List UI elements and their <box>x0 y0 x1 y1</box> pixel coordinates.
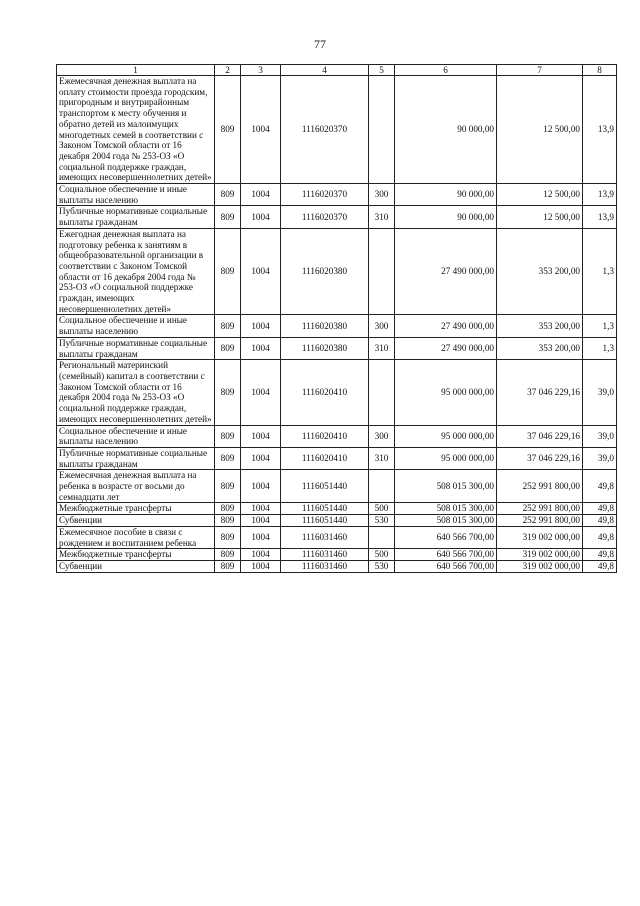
ministry-code: 809 <box>215 470 241 503</box>
plan-amount: 90 000,00 <box>395 206 497 228</box>
plan-amount: 27 490 000,00 <box>395 315 497 337</box>
table-row <box>57 503 617 515</box>
section-code: 1004 <box>241 315 281 337</box>
table-row <box>57 228 617 315</box>
plan-amount: 27 490 000,00 <box>395 337 497 359</box>
execution-percent: 49,8 <box>583 515 617 527</box>
target-article: 1116020410 <box>281 425 369 447</box>
execution-percent: 39,0 <box>583 360 617 425</box>
execution-percent: 39,0 <box>583 425 617 447</box>
item-name: Социальное обеспечение и иные выплаты населению <box>57 315 215 337</box>
expense-type <box>369 470 395 503</box>
target-article: 1116031460 <box>281 526 369 548</box>
actual-amount: 37 046 229,16 <box>497 360 583 425</box>
plan-amount: 90 000,00 <box>395 76 497 184</box>
table-row <box>57 315 617 337</box>
header-cell: 8 <box>583 65 617 76</box>
expense-type: 300 <box>369 184 395 206</box>
actual-amount: 12 500,00 <box>497 76 583 184</box>
actual-amount: 353 200,00 <box>497 337 583 359</box>
execution-percent: 49,8 <box>583 560 617 572</box>
table-row <box>57 526 617 548</box>
plan-amount: 508 015 300,00 <box>395 470 497 503</box>
item-name: Социальное обеспечение и иные выплаты населению <box>57 184 215 206</box>
execution-percent: 1,3 <box>583 228 617 315</box>
expense-type: 530 <box>369 515 395 527</box>
section-code: 1004 <box>241 360 281 425</box>
item-name: Публичные нормативные социальные выплаты гражданам <box>57 337 215 359</box>
expense-type: 530 <box>369 560 395 572</box>
execution-percent: 13,9 <box>583 76 617 184</box>
table-row <box>57 425 617 447</box>
ministry-code: 809 <box>215 549 241 561</box>
plan-amount: 640 566 700,00 <box>395 549 497 561</box>
execution-percent: 49,8 <box>583 503 617 515</box>
ministry-code: 809 <box>215 360 241 425</box>
table-row <box>57 360 617 425</box>
ministry-code: 809 <box>215 76 241 184</box>
item-name: Ежемесячная денежная выплата на ребенка в возрасте от восьми до семнадцати лет <box>57 470 215 503</box>
ministry-code: 809 <box>215 425 241 447</box>
item-name: Ежегодная денежная выплата на подготовку ребенка к занятиям в общеобразовательной организации в соответствии с Законом Томской области от 16 декабря 2004 года № 253-ОЗ «О социальной поддержке граждан, имеющих несовершеннолетних детей» <box>57 228 215 315</box>
target-article: 1116020380 <box>281 337 369 359</box>
target-article: 1116051440 <box>281 470 369 503</box>
actual-amount: 12 500,00 <box>497 206 583 228</box>
plan-amount: 27 490 000,00 <box>395 228 497 315</box>
table-row <box>57 549 617 561</box>
ministry-code: 809 <box>215 526 241 548</box>
actual-amount: 319 002 000,00 <box>497 526 583 548</box>
section-code: 1004 <box>241 526 281 548</box>
actual-amount: 37 046 229,16 <box>497 425 583 447</box>
target-article: 1116020370 <box>281 206 369 228</box>
expense-type <box>369 526 395 548</box>
plan-amount: 508 015 300,00 <box>395 503 497 515</box>
actual-amount: 353 200,00 <box>497 228 583 315</box>
plan-amount: 95 000 000,00 <box>395 360 497 425</box>
table-row <box>57 337 617 359</box>
plan-amount: 508 015 300,00 <box>395 515 497 527</box>
section-code: 1004 <box>241 206 281 228</box>
actual-amount: 252 991 800,00 <box>497 515 583 527</box>
actual-amount: 252 991 800,00 <box>497 503 583 515</box>
item-name: Межбюджетные трансферты <box>57 549 215 561</box>
expense-type <box>369 228 395 315</box>
ministry-code: 809 <box>215 447 241 469</box>
expense-type <box>369 76 395 184</box>
actual-amount: 12 500,00 <box>497 184 583 206</box>
table-row <box>57 206 617 228</box>
table-row <box>57 470 617 503</box>
expense-type: 300 <box>369 425 395 447</box>
ministry-code: 809 <box>215 228 241 315</box>
header-cell: 1 <box>57 65 215 76</box>
header-cell: 4 <box>281 65 369 76</box>
plan-amount: 90 000,00 <box>395 184 497 206</box>
section-code: 1004 <box>241 560 281 572</box>
target-article: 1116031460 <box>281 549 369 561</box>
execution-percent: 1,3 <box>583 315 617 337</box>
actual-amount: 319 002 000,00 <box>497 560 583 572</box>
header-row <box>57 65 617 76</box>
execution-percent: 39,0 <box>583 447 617 469</box>
target-article: 1116020380 <box>281 228 369 315</box>
item-name: Ежемесячное пособие в связи с рождением и воспитанием ребенка <box>57 526 215 548</box>
table-row <box>57 447 617 469</box>
actual-amount: 353 200,00 <box>497 315 583 337</box>
item-name: Ежемесячная денежная выплата на оплату стоимости проезда городским, пригородным и внутрирайонным транспортом к месту обучения и обратно детей из малоимущих многодетных семей в соответствии с Законом Томской области от 16 декабря 2004 года № 253-ОЗ «О социальной поддержке граждан, имеющих несовершеннолетних детей» <box>57 76 215 184</box>
ministry-code: 809 <box>215 206 241 228</box>
table-row <box>57 560 617 572</box>
target-article: 1116031460 <box>281 560 369 572</box>
execution-percent: 49,8 <box>583 549 617 561</box>
expense-type: 310 <box>369 337 395 359</box>
execution-percent: 1,3 <box>583 337 617 359</box>
target-article: 1116020380 <box>281 315 369 337</box>
header-cell: 3 <box>241 65 281 76</box>
execution-percent: 49,8 <box>583 470 617 503</box>
expense-type: 300 <box>369 315 395 337</box>
section-code: 1004 <box>241 337 281 359</box>
actual-amount: 252 991 800,00 <box>497 470 583 503</box>
execution-percent: 13,9 <box>583 184 617 206</box>
ministry-code: 809 <box>215 184 241 206</box>
target-article: 1116051440 <box>281 515 369 527</box>
expense-type: 310 <box>369 206 395 228</box>
section-code: 1004 <box>241 425 281 447</box>
actual-amount: 319 002 000,00 <box>497 549 583 561</box>
item-name: Межбюджетные трансферты <box>57 503 215 515</box>
ministry-code: 809 <box>215 503 241 515</box>
ministry-code: 809 <box>215 515 241 527</box>
actual-amount: 37 046 229,16 <box>497 447 583 469</box>
target-article: 1116020370 <box>281 76 369 184</box>
target-article: 1116020370 <box>281 184 369 206</box>
plan-amount: 640 566 700,00 <box>395 560 497 572</box>
item-name: Региональный материнский (семейный) капитал в соответствии с Законом Томской области от 16 декабря 2004 года № 253-ОЗ «О социальной поддержке граждан, имеющих несовершеннолетних детей» <box>57 360 215 425</box>
section-code: 1004 <box>241 503 281 515</box>
plan-amount: 640 566 700,00 <box>395 526 497 548</box>
table-row <box>57 515 617 527</box>
target-article: 1116020410 <box>281 447 369 469</box>
target-article: 1116020410 <box>281 360 369 425</box>
plan-amount: 95 000 000,00 <box>395 447 497 469</box>
expense-type: 500 <box>369 549 395 561</box>
target-article: 1116051440 <box>281 503 369 515</box>
table-row <box>57 76 617 184</box>
item-name: Публичные нормативные социальные выплаты гражданам <box>57 206 215 228</box>
header-cell: 5 <box>369 65 395 76</box>
table-row <box>57 184 617 206</box>
section-code: 1004 <box>241 184 281 206</box>
section-code: 1004 <box>241 76 281 184</box>
plan-amount: 95 000 000,00 <box>395 425 497 447</box>
section-code: 1004 <box>241 515 281 527</box>
section-code: 1004 <box>241 470 281 503</box>
ministry-code: 809 <box>215 315 241 337</box>
header-cell: 2 <box>215 65 241 76</box>
item-name: Публичные нормативные социальные выплаты гражданам <box>57 447 215 469</box>
budget-table <box>56 64 617 573</box>
execution-percent: 49,8 <box>583 526 617 548</box>
page-number: 77 <box>314 37 326 51</box>
section-code: 1004 <box>241 549 281 561</box>
section-code: 1004 <box>241 228 281 315</box>
header-cell: 7 <box>497 65 583 76</box>
item-name: Субвенции <box>57 515 215 527</box>
execution-percent: 13,9 <box>583 206 617 228</box>
item-name: Социальное обеспечение и иные выплаты населению <box>57 425 215 447</box>
expense-type: 310 <box>369 447 395 469</box>
expense-type <box>369 360 395 425</box>
section-code: 1004 <box>241 447 281 469</box>
ministry-code: 809 <box>215 337 241 359</box>
ministry-code: 809 <box>215 560 241 572</box>
header-cell: 6 <box>395 65 497 76</box>
item-name: Субвенции <box>57 560 215 572</box>
expense-type: 500 <box>369 503 395 515</box>
